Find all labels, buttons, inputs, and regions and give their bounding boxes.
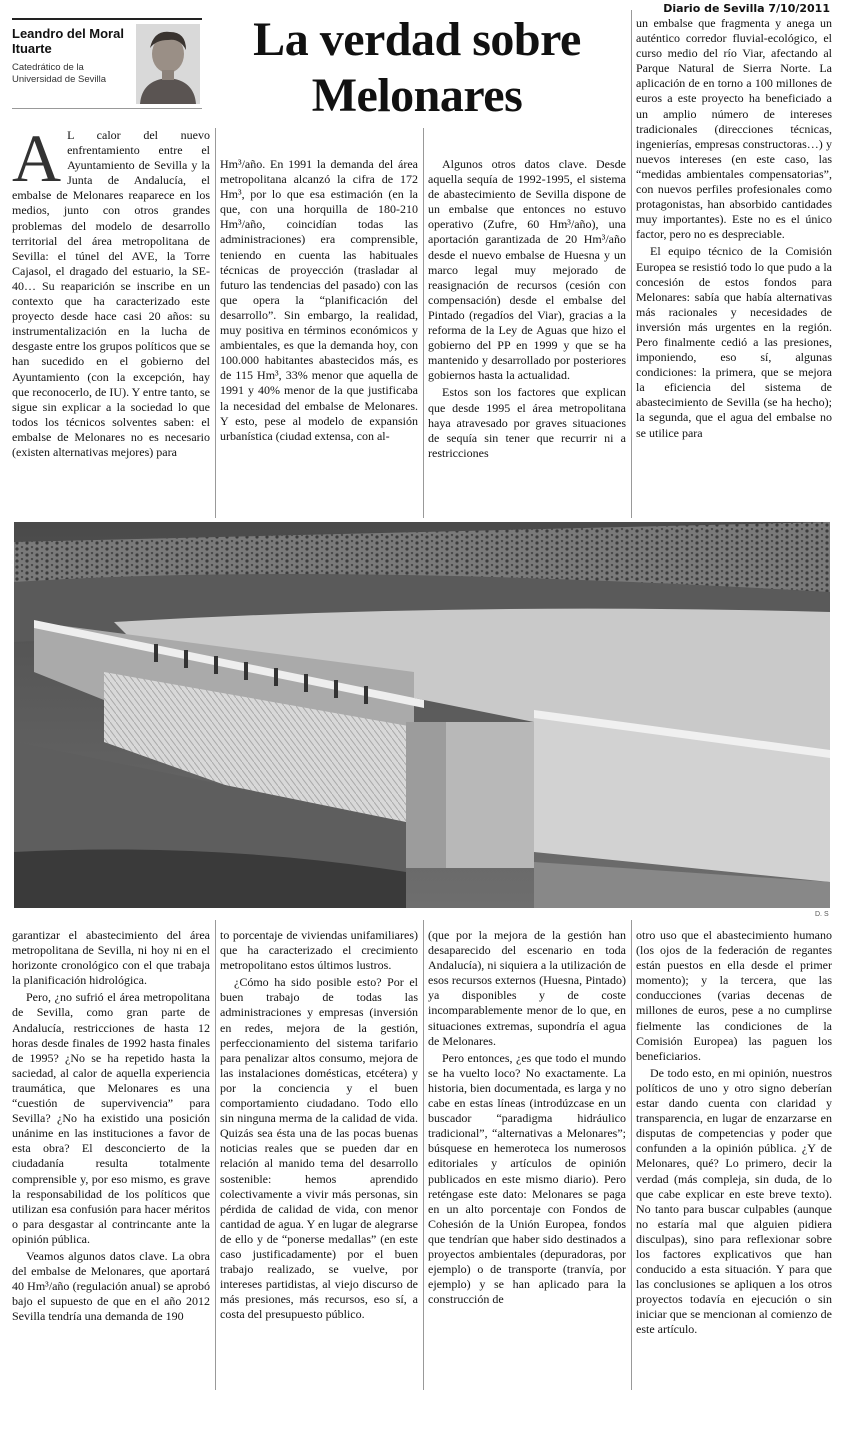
column-rule: [631, 920, 632, 1390]
paragraph: De todo esto, en mi opinión, nuestros políticos de uno y otro signo deberían estar dando cuenta con claridad y transparencia, en lugar de enzarzarse en disputas de competencias y poder que confunden a la opinión pública. ¿Y de Melonares, qué? Lo primero, decir la verdad (más compleja, sin duda, de lo que cabe explicar en este breve texto). No tanto para buscar culpables (aunque no estaría mal que alguien pidiera disculpas), sino para reflexionar sobre los factores explicativos que han conducido a esta situación. Y para que las conclusiones se apliquen a los otros proyectos todavía en ejecución o sin iniciar que se mencionan al comienzo de este artículo.: [636, 1065, 832, 1337]
column-rule: [215, 128, 216, 518]
dropcap: A: [12, 128, 62, 196]
column-rule: [423, 920, 424, 1390]
author-photo: [136, 24, 200, 104]
paragraph: El equipo técnico de la Comisión Europea se resistió todo lo que pudo a la concesión de estos fondos para Melonares: sabía que había alternativas más racionales y necesidades de inversión más urgentes en la región. Pero finalmente cedió a las presiones, imponiendo, eso sí, algunas condiciones: la primera, que se mejora la eficiencia del sistema de abastecimiento de Sevilla (se ha hecho); la segunda, que el agua del embalse no se utilice para: [636, 244, 832, 440]
article-column-top-3: [428, 157, 626, 506]
paragraph: Estos son los factores que explican que desde 1995 el área metropolitana haya atravesado por graves situaciones de sequía sin tener que recurrir ni a restricciones: [428, 385, 626, 460]
paragraph: Pero, ¿no sufrió el área metropolitana de Sevilla, como gran parte de Andalucía, restricciones de hasta 12 horas desde finales de 1992 hasta finales de 1995? ¿No se ha repetido hasta la saciedad, al calor de aquella experiencia traumática, que Melonares es una “cuestión de supervivencia” para Sevilla? ¿No ha existido una posición unánime en las instituciones a favor de esta obra? El desconcierto de la ciudadanía resulta totalmente comprensible y, por eso mismo, es grave la responsabilidad de los políticos que utilizan esa confusión para hacer méritos o para desgastar al contrincante ante la opinión pública.: [12, 990, 210, 1246]
article-column-bottom-2: [220, 928, 418, 1388]
dam-illustration: [14, 522, 830, 908]
paragraph: Pero entonces, ¿es que todo el mundo se ha vuelto loco? No exactamente. La historia, bien documentada, es larga y no cabe en estas líneas (introdúzcase en un buscador “paradigma hidráulico tradicional”, “alternativas a Melonares”; búsquese en hemeroteca los numerosos editoriales y artículos de opinión publicados en este mismo diario). Pero reténgase este dato: Melonares se paga en un alto porcentaje con Fondos de Cohesión de la Unión Europea, fondos que tendrían que haber sido destinados a proyectos ambientales (depuradoras, por ejemplo) o de transporte (tranvía, por ejemplo) y se han aplicado para la construcción de: [428, 1050, 626, 1307]
paragraph: (que por la mejora de la gestión han desaparecido del escenario en toda Andalucía), ni siquiera a la utilización de esos recursos externos (Huesna, Pintado) ya disponibles y de coste incomparablemente menor de lo que, en situaciones extremas, supondría el agua de Melonares.: [428, 928, 626, 1048]
paragraph: Veamos algunos datos clave. La obra del embalse de Melonares, que aportará 40 Hm³/año (regulación anual) se aprobó bajo el supuesto de que en el año 2012 Sevilla tendría una demanda de 190: [12, 1248, 210, 1324]
photo-credit: D. S: [815, 911, 829, 918]
paragraph: ¿Cómo ha sido posible esto? Por el buen trabajo de todas las administraciones y empresas (inversión en redes, mejora de la gestión, perfeccionamiento del sistema tarifario para penalizar altos consumo, mejora de las instalaciones domésticas, etcétera) y por la conciencia y el buen comportamiento ciudadano. Todo ello sin ninguna merma de la calidad de vida. Quizás sea ésta una de las pocas buenas noticias reales que se pueden dar en relación al manido tema del desarrollo sostenible: hemos aprendido colectivamente a vivir más personas, sin pérdida de calidad de vida, con menor cantidad de agua. Y en lugar de alegrarse de ello y de “ponerse medallas” (en este caso justificadamente) por el buen trabajo realizado, se vuelve, por intereses partidistas, al viejo discurso de más presiones, más recursos, eso sí, a costa del presupuesto público.: [220, 975, 418, 1322]
paragraph: Algunos otros datos clave. Desde aquella sequía de 1992-1995, el sistema de abastecimiento de Sevilla dispone de un embalse que entonces no estuvo operativo (Zufre, 60 Hm³/año), una aportación garantizada de 20 Hm³/año desde el nuevo embalse de Huesna y un marco legal muy mejorado de reasignación de recursos (cesión con compensación) desde el embalse del Pintado (regadíos del Viar), gracias a la reforma de la Ley de Aguas que hizo el gobierno del PP en 1999 y que se ha mantenido y desarrollado por posteriores gobiernos hasta la actualidad.: [428, 157, 626, 383]
column-rule: [631, 10, 632, 518]
headline: La verdad sobre Melonares: [253, 13, 581, 122]
dam-photo: [14, 522, 830, 908]
paragraph: garantizar el abastecimiento del área metropolitana de Sevilla, ni hoy ni en el horizonte cronológico con el que trabaja la planificación hidrológica.: [12, 928, 210, 988]
article-column-bottom-3: [428, 928, 626, 1388]
paragraph: otro uso que el abastecimiento humano (los ojos de la federación de regantes están puestos en ella desde el primer momento); y la tercera, que las conducciones (varias decenas de millones de euros, pese a no cumplirse fielmente las condiciones de la Comisión Europea) las paguen los beneficiarios.: [636, 928, 832, 1063]
author-box: [12, 18, 202, 109]
author-name: Leandro del Moral Ituarte: [12, 26, 124, 56]
article-column-top-2: [220, 157, 418, 506]
paragraph: un embalse que fragmenta y anega un auténtico corredor fluvial-ecológico, el curso medio del río Viar, afectando al Parque Natural de Sierra Norte. La aplicación de en torno a 100 millones de euros a este proyecto ha beneficiado a un amplio número de intereses tradicionales (direcciones técnicas, ingenierías, empresas constructoras…) y nuevos intereses (en este caso, las “medidas ambientales compensatorias”, con nuevos perfiles profesionales como protagonistas, han absorbido cantidades muy importantes). Este no es el único factor, pero no es despreciable.: [636, 16, 832, 242]
portrait-illustration: [136, 24, 200, 104]
paragraph: L calor del nuevo enfrentamiento entre el Ayuntamiento de Sevilla y la Junta de Andalucía, el embalse de Melonares reaparece en los medios, junto con otros grandes problemas del modelo de desarrollo territorial del área metropolitana de Sevilla: el túnel del AVE, la Torre Cajasol, el dragado del estuario, la SE-40… Su reaparición se inscribe en un contexto que ha caracterizado este proyecto desde hace casi 20 años: su instrumentalización en la lucha de desgaste entre los grupos políticos que se han sucedido en el gobierno del Ayuntamiento (con la excepción, hay que reconocerlo, de IU). Y entre tanto, se sigue sin explicar a la sociedad lo que todos los técnicos solventes saben: el embalse de Melonares no es necesario (existen alternativas mejores) para: [12, 128, 210, 459]
article-column-bottom-4: [636, 928, 832, 1388]
newspaper-source: Diario de Sevilla 7/10/2011: [663, 2, 830, 15]
article-column-bottom-1: [12, 928, 210, 1388]
article-column-top-4: [636, 16, 832, 506]
author-role: Catedrático de la Universidad de Sevilla: [12, 62, 106, 85]
column-rule: [423, 128, 424, 518]
column-rule: [215, 920, 216, 1390]
article-column-top-1: [12, 128, 210, 506]
paragraph: Hm³/año. En 1991 la demanda del área metropolitana alcanzó la cifra de 172 Hm³, por lo que esa estimación (en la que, con una horquilla de 180-210 Hm³/año, coincidían todas las administraciones) era comprensible, teniendo en cuenta las habituales técnicas de proyección (trasladar al futuro las tendencias del pasado) con las que opera la “planificación del desarrollo”. Sin embargo, la realidad, muy positiva en términos económicos y ambientales, es que la demanda hoy, con 100.000 habitantes abastecidos más, es de 115 Hm³, 33% menor que aquella de 1991 y 40% menor de la que justificaba la necesidad del embalse de Melonares. Y esto, pese al modelo de expansión urbanística (ciudad extensa, con al-: [220, 157, 418, 443]
paragraph: to porcentaje de viviendas unifamiliares) que ha caracterizado el crecimiento metropolitano estos últimos lustros.: [220, 928, 418, 973]
